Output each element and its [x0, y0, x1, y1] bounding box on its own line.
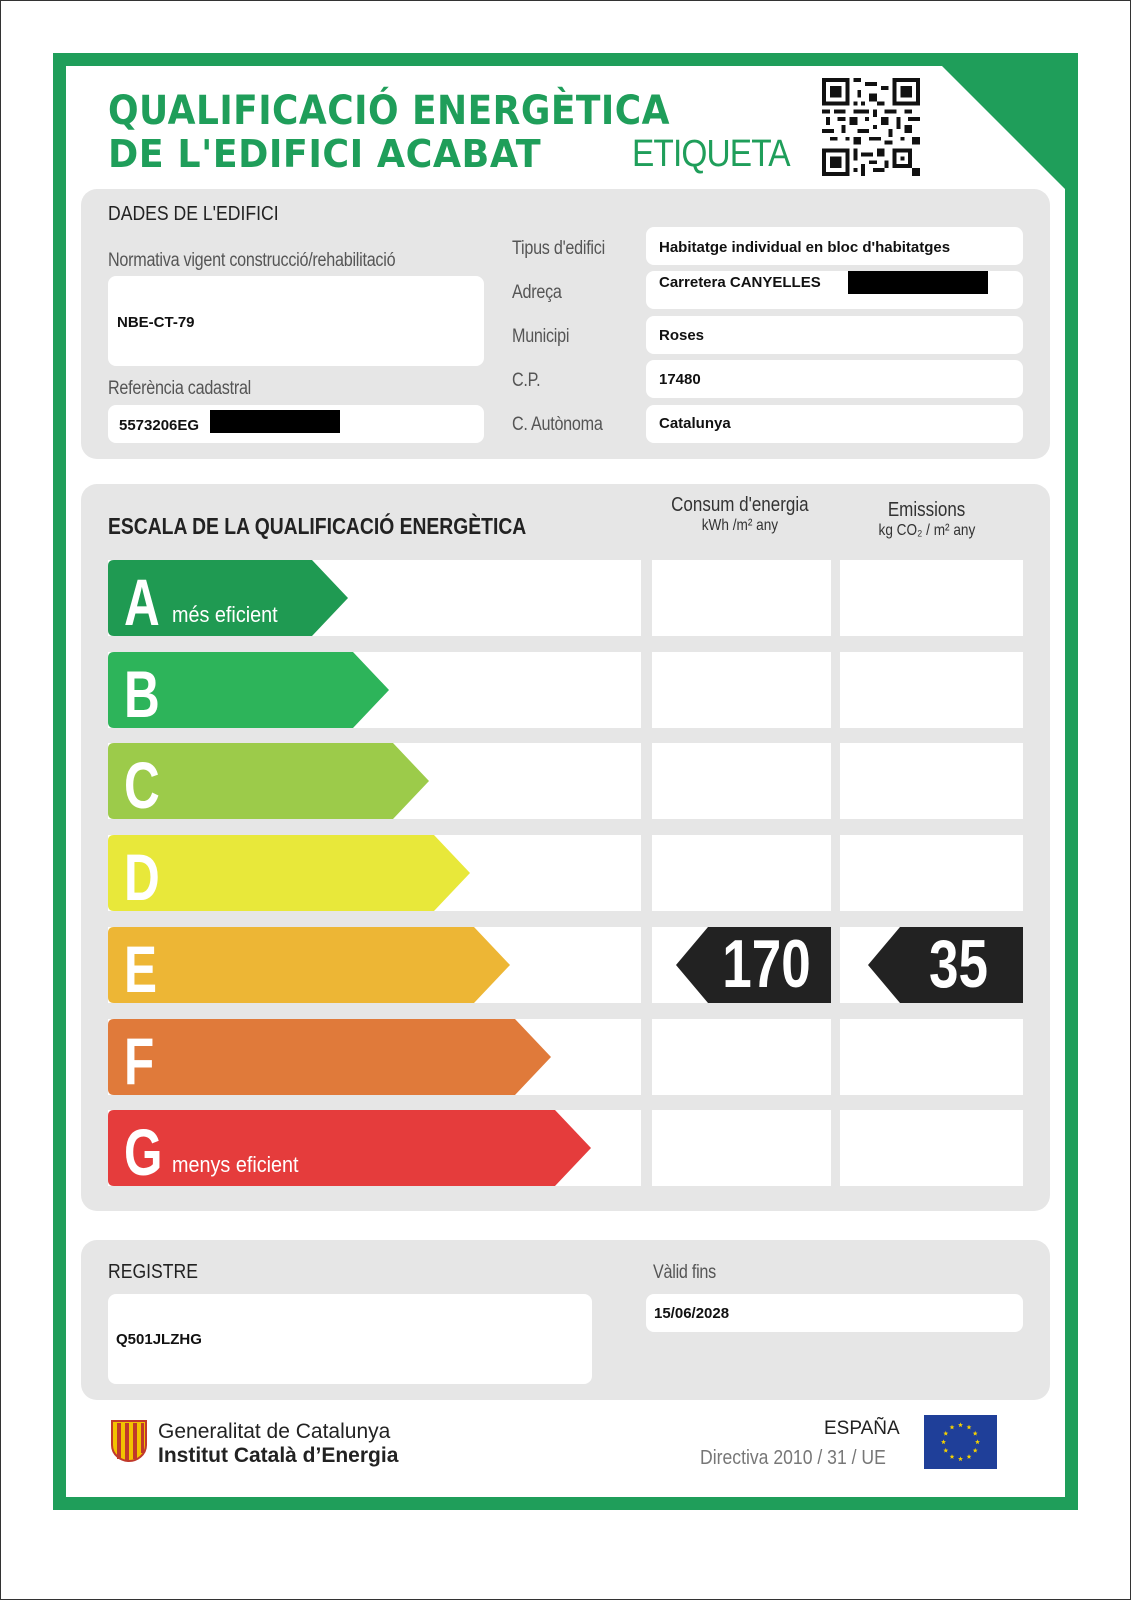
autonomous-community-label: C. Autònoma: [512, 414, 603, 435]
municipality-value: Roses: [659, 327, 705, 344]
energy-class-letter: A: [124, 565, 160, 639]
emissions-rating-marker-value: 35: [928, 926, 988, 1002]
emissions-header-label: Emissions: [888, 499, 966, 521]
address-label: Adreça: [512, 282, 562, 303]
energy-class-arrow-b: [108, 652, 389, 731]
generalitat-logo-icon: [110, 1419, 148, 1463]
postal-code-box: [646, 360, 1023, 398]
postal-code-label: C.P.: [512, 370, 541, 391]
energy-scale-title: ESCALA DE LA QUALIFICACIÓ ENERGÈTICA: [108, 513, 527, 539]
energy-class-arrow-d: [108, 835, 470, 914]
address-redaction: [848, 271, 988, 294]
energy-class-arrow-e: [108, 927, 510, 1006]
consumption-cell: [652, 1019, 831, 1095]
eu-flag-icon: [924, 1415, 997, 1469]
emissions-column-header: [835, 499, 1019, 540]
energy-class-arrow-g: [108, 1110, 591, 1189]
emissions-rating-marker: [868, 927, 1023, 1003]
title-line-1: QUALIFICACIÓ ENERGÈTICA: [108, 88, 670, 134]
energy-class-letter: F: [124, 1024, 155, 1098]
country-label: ESPAÑA: [824, 1418, 900, 1439]
energy-class-arrow-a: [108, 560, 348, 639]
energy-class-arrow-f: [108, 1019, 551, 1098]
energy-class-letter: E: [124, 932, 158, 1006]
energy-class-arrow-c: [108, 743, 429, 822]
energy-class-letter: B: [124, 657, 160, 731]
cadastral-label: Referència cadastral: [108, 378, 252, 399]
consumption-cell: [652, 743, 831, 819]
emissions-cell: [840, 835, 1023, 911]
valid-until-value: 15/06/2028: [654, 1305, 730, 1322]
energy-class-note: menys eficient: [172, 1152, 299, 1177]
directive-label: Directiva 2010 / 31 / UE: [700, 1447, 886, 1469]
normativa-label: Normativa vigent construcció/rehabilitació: [108, 250, 396, 271]
consumption-unit: kWh /m² any: [701, 517, 779, 534]
consumption-cell: [652, 835, 831, 911]
energy-class-note: més eficient: [172, 602, 278, 627]
institut-name: Institut Català d’Energia: [158, 1444, 399, 1467]
normativa-value: NBE-CT-79: [117, 314, 195, 331]
consumption-rating-marker-value: 170: [722, 926, 811, 1002]
autonomous-community-value: Catalunya: [659, 415, 731, 432]
address-value: Carretera CANYELLES: [659, 274, 821, 291]
valid-until-label: Vàlid fins: [653, 1262, 716, 1283]
building-section-title: DADES DE L'EDIFICI: [108, 203, 279, 225]
consumption-cell: [652, 560, 831, 636]
consumption-cell: [652, 1110, 831, 1186]
emissions-cell: [840, 1019, 1023, 1095]
consumption-cell: [652, 652, 831, 728]
consumption-header-label: Consum d'energia: [671, 494, 809, 516]
building-type-value: Habitatge individual en bloc d'habitatges: [659, 239, 951, 256]
building-type-label: Tipus d'edifici: [512, 238, 605, 259]
emissions-cell: [840, 743, 1023, 819]
postal-code-value: 17480: [659, 371, 701, 388]
cadastral-value: 5573206EG: [119, 417, 200, 434]
municipality-label: Municipi: [512, 326, 570, 347]
consumption-rating-marker: [676, 927, 831, 1003]
consumption-column-header: [650, 494, 830, 535]
energy-class-letter: G: [124, 1115, 163, 1189]
emissions-cell: [840, 1110, 1023, 1186]
emissions-cell: [840, 652, 1023, 728]
emissions-unit: kg CO₂ / m² any: [878, 522, 976, 539]
energy-class-letter: D: [124, 840, 160, 914]
emissions-cell: [840, 560, 1023, 636]
qr-code-icon: [822, 78, 920, 176]
generalitat-name: Generalitat de Catalunya: [158, 1420, 391, 1443]
energy-class-letter: C: [124, 748, 160, 822]
registry-title: REGISTRE: [108, 1261, 198, 1283]
title-line-2: DE L'EDIFICI ACABAT: [108, 132, 542, 176]
cadastral-redaction: [210, 410, 340, 433]
registry-value: Q501JLZHG: [116, 1331, 202, 1348]
etiqueta-label: ETIQUETA: [632, 133, 790, 175]
